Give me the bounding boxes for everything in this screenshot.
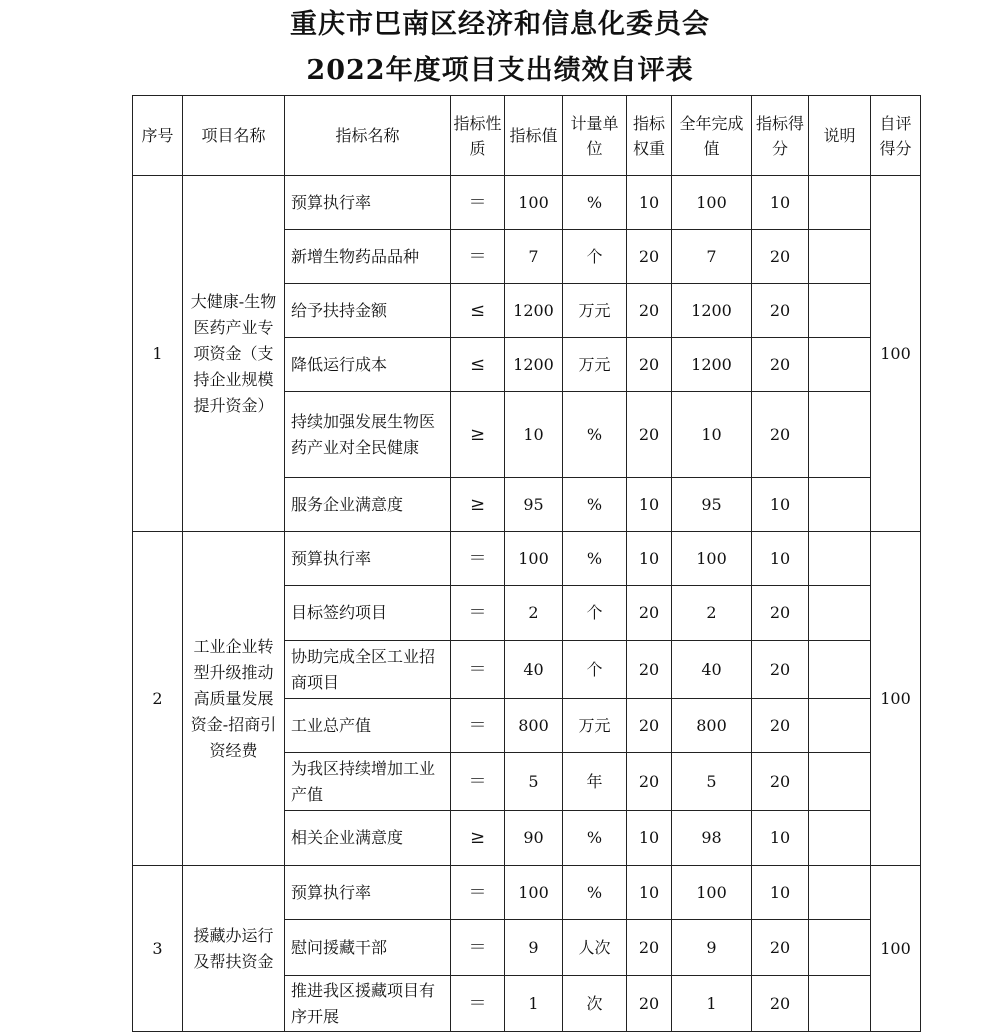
- project-seq: 2: [133, 532, 183, 866]
- indicator-unit: 年: [563, 753, 627, 811]
- indicator-weight: 20: [627, 641, 672, 699]
- indicator-note: [809, 811, 871, 866]
- indicator-note: [809, 230, 871, 284]
- indicator-weight: 10: [627, 811, 672, 866]
- indicator-note: [809, 532, 871, 586]
- indicator-score: 20: [752, 392, 809, 478]
- indicator-note: [809, 586, 871, 641]
- indicator-name: 为我区持续增加工业产值: [285, 753, 451, 811]
- indicator-actual: 40: [672, 641, 752, 699]
- indicator-value: 2: [505, 586, 563, 641]
- header-row: [133, 96, 921, 176]
- indicator-name: 预算执行率: [285, 176, 451, 230]
- indicator-name: 慰问援藏干部: [285, 920, 451, 976]
- indicator-actual: 98: [672, 811, 752, 866]
- indicator-name: 目标签约项目: [285, 586, 451, 641]
- indicator-value: 40: [505, 641, 563, 699]
- indicator-value: 800: [505, 699, 563, 753]
- indicator-value: 1200: [505, 284, 563, 338]
- indicator-weight: 10: [627, 532, 672, 586]
- indicator-actual: 1200: [672, 284, 752, 338]
- indicator-unit: 人次: [563, 920, 627, 976]
- indicator-nature: ≥: [451, 392, 505, 478]
- header-note: 说明: [809, 96, 871, 176]
- header-score: 指标得分: [752, 96, 809, 176]
- indicator-nature: ＝: [451, 532, 505, 586]
- indicator-score: 20: [752, 586, 809, 641]
- indicator-actual: 100: [672, 176, 752, 230]
- table-row: [133, 866, 921, 920]
- indicator-unit: 个: [563, 641, 627, 699]
- indicator-weight: 20: [627, 920, 672, 976]
- header-self-score: 自评得分: [871, 96, 921, 176]
- indicator-nature: ＝: [451, 586, 505, 641]
- indicator-note: [809, 284, 871, 338]
- indicator-value: 100: [505, 532, 563, 586]
- indicator-name: 预算执行率: [285, 532, 451, 586]
- indicator-score: 10: [752, 532, 809, 586]
- table-row: [133, 532, 921, 586]
- indicator-value: 7: [505, 230, 563, 284]
- indicator-note: [809, 976, 871, 1032]
- indicator-score: 10: [752, 866, 809, 920]
- indicator-nature: ＝: [451, 920, 505, 976]
- indicator-unit: %: [563, 532, 627, 586]
- indicator-name: 服务企业满意度: [285, 478, 451, 532]
- header-seq: 序号: [133, 96, 183, 176]
- indicator-actual: 100: [672, 532, 752, 586]
- indicator-unit: 万元: [563, 284, 627, 338]
- indicator-name: 新增生物药品品种: [285, 230, 451, 284]
- indicator-score: 20: [752, 284, 809, 338]
- indicator-unit: 个: [563, 586, 627, 641]
- indicator-note: [809, 920, 871, 976]
- indicator-unit: %: [563, 176, 627, 230]
- project-name: 援藏办运行及帮扶资金: [183, 866, 285, 1032]
- indicator-name: 推进我区援藏项目有序开展: [285, 976, 451, 1032]
- indicator-weight: 20: [627, 976, 672, 1032]
- indicator-weight: 20: [627, 230, 672, 284]
- indicator-unit: %: [563, 478, 627, 532]
- indicator-name: 协助完成全区工业招商项目: [285, 641, 451, 699]
- indicator-unit: 万元: [563, 699, 627, 753]
- indicator-note: [809, 392, 871, 478]
- indicator-actual: 5: [672, 753, 752, 811]
- indicator-note: [809, 478, 871, 532]
- indicator-weight: 10: [627, 176, 672, 230]
- indicator-value: 100: [505, 176, 563, 230]
- indicator-name: 工业总产值: [285, 699, 451, 753]
- indicator-unit: %: [563, 811, 627, 866]
- indicator-actual: 800: [672, 699, 752, 753]
- table-row: [133, 176, 921, 230]
- indicator-weight: 20: [627, 338, 672, 392]
- indicator-score: 20: [752, 976, 809, 1032]
- indicator-nature: ＝: [451, 866, 505, 920]
- indicator-nature: ＝: [451, 976, 505, 1032]
- indicator-nature: ＝: [451, 230, 505, 284]
- indicator-note: [809, 866, 871, 920]
- indicator-score: 10: [752, 176, 809, 230]
- indicator-nature: ＝: [451, 699, 505, 753]
- indicator-score: 10: [752, 811, 809, 866]
- indicator-value: 1: [505, 976, 563, 1032]
- page-title-line2: 2022年度项目支出绩效自评表: [306, 55, 694, 86]
- indicator-value: 100: [505, 866, 563, 920]
- indicator-nature: ≤: [451, 338, 505, 392]
- indicator-note: [809, 699, 871, 753]
- indicator-weight: 20: [627, 284, 672, 338]
- indicator-actual: 10: [672, 392, 752, 478]
- indicator-nature: ≤: [451, 284, 505, 338]
- indicator-value: 9: [505, 920, 563, 976]
- indicator-actual: 7: [672, 230, 752, 284]
- indicator-unit: %: [563, 392, 627, 478]
- header-actual: 全年完成值: [672, 96, 752, 176]
- indicator-score: 10: [752, 478, 809, 532]
- indicator-value: 10: [505, 392, 563, 478]
- indicator-unit: 万元: [563, 338, 627, 392]
- header-value: 指标值: [505, 96, 563, 176]
- indicator-name: 相关企业满意度: [285, 811, 451, 866]
- indicator-score: 20: [752, 753, 809, 811]
- header-weight: 指标权重: [627, 96, 672, 176]
- project-name: 工业企业转型升级推动高质量发展资金-招商引资经费: [183, 532, 285, 866]
- header-project: 项目名称: [183, 96, 285, 176]
- indicator-note: [809, 338, 871, 392]
- indicator-weight: 20: [627, 392, 672, 478]
- performance-table: [132, 95, 921, 1032]
- indicator-unit: 次: [563, 976, 627, 1032]
- indicator-weight: 20: [627, 699, 672, 753]
- indicator-value: 95: [505, 478, 563, 532]
- project-self-score: 100: [871, 176, 921, 532]
- indicator-score: 20: [752, 230, 809, 284]
- indicator-actual: 95: [672, 478, 752, 532]
- indicator-nature: ＝: [451, 753, 505, 811]
- indicator-actual: 2: [672, 586, 752, 641]
- indicator-actual: 1: [672, 976, 752, 1032]
- header-indicator: 指标名称: [285, 96, 451, 176]
- indicator-weight: 20: [627, 586, 672, 641]
- project-self-score: 100: [871, 866, 921, 1032]
- indicator-nature: ≥: [451, 811, 505, 866]
- indicator-name: 降低运行成本: [285, 338, 451, 392]
- indicator-weight: 10: [627, 866, 672, 920]
- indicator-weight: 10: [627, 478, 672, 532]
- indicator-name: 预算执行率: [285, 866, 451, 920]
- header-nature: 指标性质: [451, 96, 505, 176]
- indicator-score: 20: [752, 699, 809, 753]
- indicator-nature: ≥: [451, 478, 505, 532]
- header-unit: 计量单位: [563, 96, 627, 176]
- indicator-unit: %: [563, 866, 627, 920]
- indicator-nature: ＝: [451, 641, 505, 699]
- indicator-value: 1200: [505, 338, 563, 392]
- indicator-actual: 9: [672, 920, 752, 976]
- indicator-score: 20: [752, 641, 809, 699]
- indicator-actual: 100: [672, 866, 752, 920]
- indicator-name: 持续加强发展生物医药产业对全民健康: [285, 392, 451, 478]
- indicator-value: 5: [505, 753, 563, 811]
- page-title-line1: 重庆市巴南区经济和信息化委员会: [290, 9, 710, 40]
- project-name: 大健康-生物医药产业专项资金（支持企业规模提升资金）: [183, 176, 285, 532]
- project-seq: 1: [133, 176, 183, 532]
- project-seq: 3: [133, 866, 183, 1032]
- indicator-unit: 个: [563, 230, 627, 284]
- indicator-name: 给予扶持金额: [285, 284, 451, 338]
- indicator-note: [809, 641, 871, 699]
- indicator-note: [809, 176, 871, 230]
- indicator-note: [809, 753, 871, 811]
- indicator-nature: ＝: [451, 176, 505, 230]
- indicator-score: 20: [752, 920, 809, 976]
- indicator-score: 20: [752, 338, 809, 392]
- indicator-actual: 1200: [672, 338, 752, 392]
- indicator-weight: 20: [627, 753, 672, 811]
- project-self-score: 100: [871, 532, 921, 866]
- indicator-value: 90: [505, 811, 563, 866]
